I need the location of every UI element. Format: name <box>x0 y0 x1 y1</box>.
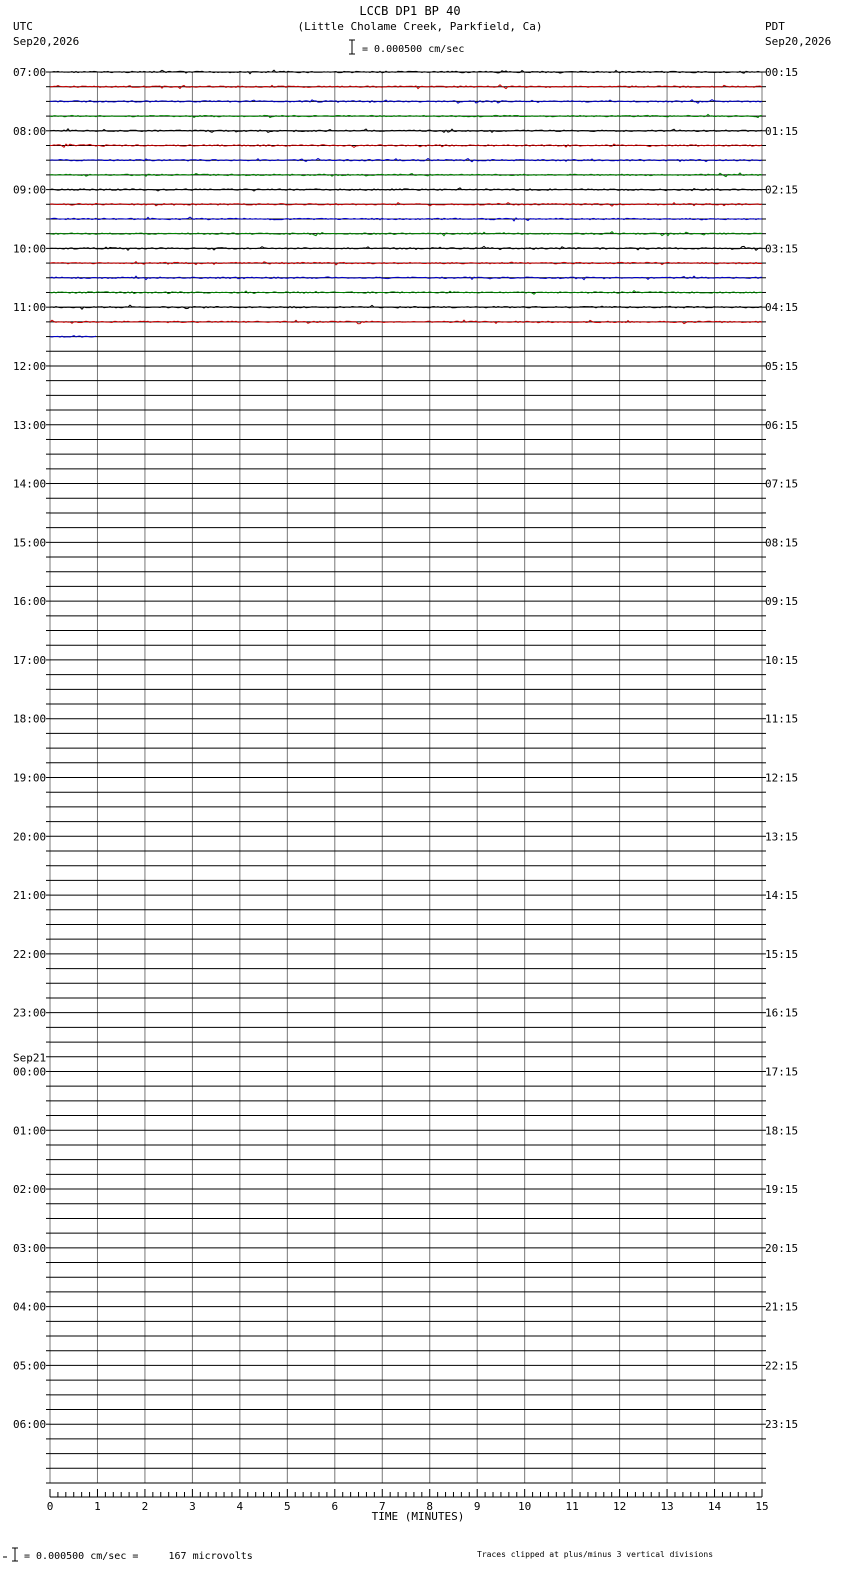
seismic-trace <box>50 217 762 221</box>
seismic-trace <box>50 232 762 236</box>
pdt-hour-label: 23:15 <box>765 1418 799 1432</box>
x-tick-label: 7 <box>378 1500 386 1513</box>
pdt-hour-label: 18:15 <box>765 1124 799 1138</box>
utc-hour-label: 23:00 <box>13 1006 47 1020</box>
seismic-trace <box>50 100 762 104</box>
utc-hour-label: 10:00 <box>13 242 47 256</box>
pdt-hour-label: 12:15 <box>765 771 799 785</box>
x-axis-label: TIME (MINUTES) <box>371 1510 465 1523</box>
seismic-trace <box>50 320 762 324</box>
seismic-trace <box>50 159 762 162</box>
seismic-trace <box>50 291 762 295</box>
x-tick-label: 3 <box>189 1500 196 1513</box>
pdt-hour-label: 01:15 <box>765 124 799 138</box>
scale-bar-icon <box>349 40 355 54</box>
left-timezone: UTC <box>13 20 33 33</box>
utc-hour-label: 09:00 <box>13 183 47 197</box>
utc-hour-label: 20:00 <box>13 830 47 844</box>
pdt-hour-label: 06:15 <box>765 418 799 432</box>
utc-hour-label: 14:00 <box>13 477 47 491</box>
x-tick-label: 5 <box>284 1500 291 1513</box>
pdt-hour-label: 19:15 <box>765 1183 799 1197</box>
pdt-hour-label: 13:15 <box>765 830 799 844</box>
pdt-hour-label: 08:15 <box>765 536 799 550</box>
utc-hour-label: 03:00 <box>13 1241 47 1255</box>
pdt-hour-label: 15:15 <box>765 947 799 961</box>
utc-hour-label: 05:00 <box>13 1359 47 1373</box>
x-tick-label: 1 <box>94 1500 101 1513</box>
utc-hour-label: 11:00 <box>13 301 47 315</box>
seismic-trace <box>50 276 762 280</box>
x-tick-label: 4 <box>236 1500 244 1513</box>
pdt-hour-label: 11:15 <box>765 712 799 726</box>
scale-label: = 0.000500 cm/sec <box>362 44 465 55</box>
trace-layer <box>50 70 762 337</box>
pdt-hour-label: 14:15 <box>765 889 799 903</box>
utc-hour-label: 21:00 <box>13 889 47 903</box>
x-tick-label: 6 <box>331 1500 339 1513</box>
utc-hour-label: 07:00 <box>13 66 47 79</box>
x-tick-label: 2 <box>141 1500 149 1513</box>
x-tick-label: 9 <box>473 1500 481 1513</box>
pdt-hour-label: 07:15 <box>765 477 799 491</box>
pdt-hour-label: 17:15 <box>765 1065 799 1079</box>
utc-hour-label: 18:00 <box>13 712 47 726</box>
seismic-trace <box>50 70 762 74</box>
seismic-trace <box>50 305 762 309</box>
footer-scale-icon <box>3 1548 18 1561</box>
utc-hour-label: 15:00 <box>13 536 47 550</box>
chart-title: LCCB DP1 BP 40 <box>359 4 461 18</box>
utc-hour-label: 02:00 <box>13 1183 47 1197</box>
pdt-hour-label: 03:15 <box>765 242 799 256</box>
pdt-hour-label: 21:15 <box>765 1300 799 1314</box>
utc-hour-label: 00:00 <box>13 1065 47 1079</box>
utc-hour-label: 08:00 <box>13 124 47 138</box>
pdt-hour-label: 16:15 <box>765 1006 799 1020</box>
utc-hour-label: 19:00 <box>13 771 47 785</box>
utc-hour-label: 17:00 <box>13 653 47 667</box>
x-tick-label: 14 <box>707 1500 722 1513</box>
pdt-hour-label: 22:15 <box>765 1359 799 1373</box>
utc-hour-label: 04:00 <box>13 1300 47 1314</box>
seismic-trace <box>50 144 762 147</box>
x-tick-label: 12 <box>612 1500 627 1513</box>
x-tick-label: 15 <box>755 1500 769 1513</box>
pdt-hour-label: 09:15 <box>765 595 799 609</box>
utc-hour-label: 01:00 <box>13 1124 47 1138</box>
x-tick-label: 10 <box>518 1500 532 1513</box>
x-tick-label: 11 <box>565 1500 579 1513</box>
pdt-hour-label: 02:15 <box>765 183 799 197</box>
pdt-hour-label: 00:15 <box>765 66 799 79</box>
x-tick-label: 13 <box>660 1500 674 1513</box>
utc-hour-label: 16:00 <box>13 595 47 609</box>
right-timezone: PDT <box>765 20 785 33</box>
pdt-hour-label: 20:15 <box>765 1241 799 1255</box>
footer-scale-text: = 0.000500 cm/sec = 167 microvolts <box>24 1551 253 1562</box>
pdt-hour-label: 05:15 <box>765 359 799 373</box>
plot-grid <box>46 72 766 1483</box>
utc-hour-label: 22:00 <box>13 947 47 961</box>
utc-hour-label: 13:00 <box>13 418 47 432</box>
right-date: Sep20,2026 <box>765 35 832 48</box>
utc-hour-label: 06:00 <box>13 1418 47 1432</box>
footer-clip-note: Traces clipped at plus/minus 3 vertical divisions <box>477 1550 714 1559</box>
pdt-hour-label: 10:15 <box>765 653 799 667</box>
utc-hour-label: 12:00 <box>13 359 47 373</box>
x-tick-label: 8 <box>426 1500 434 1513</box>
left-date: Sep20,2026 <box>13 35 80 48</box>
pdt-hour-label: 04:15 <box>765 301 799 315</box>
x-tick-label: 0 <box>46 1500 54 1513</box>
utc-date-change-label: Sep21 <box>13 1051 47 1065</box>
chart-subtitle: (Little Cholame Creek, Parkfield, Ca) <box>297 20 543 33</box>
